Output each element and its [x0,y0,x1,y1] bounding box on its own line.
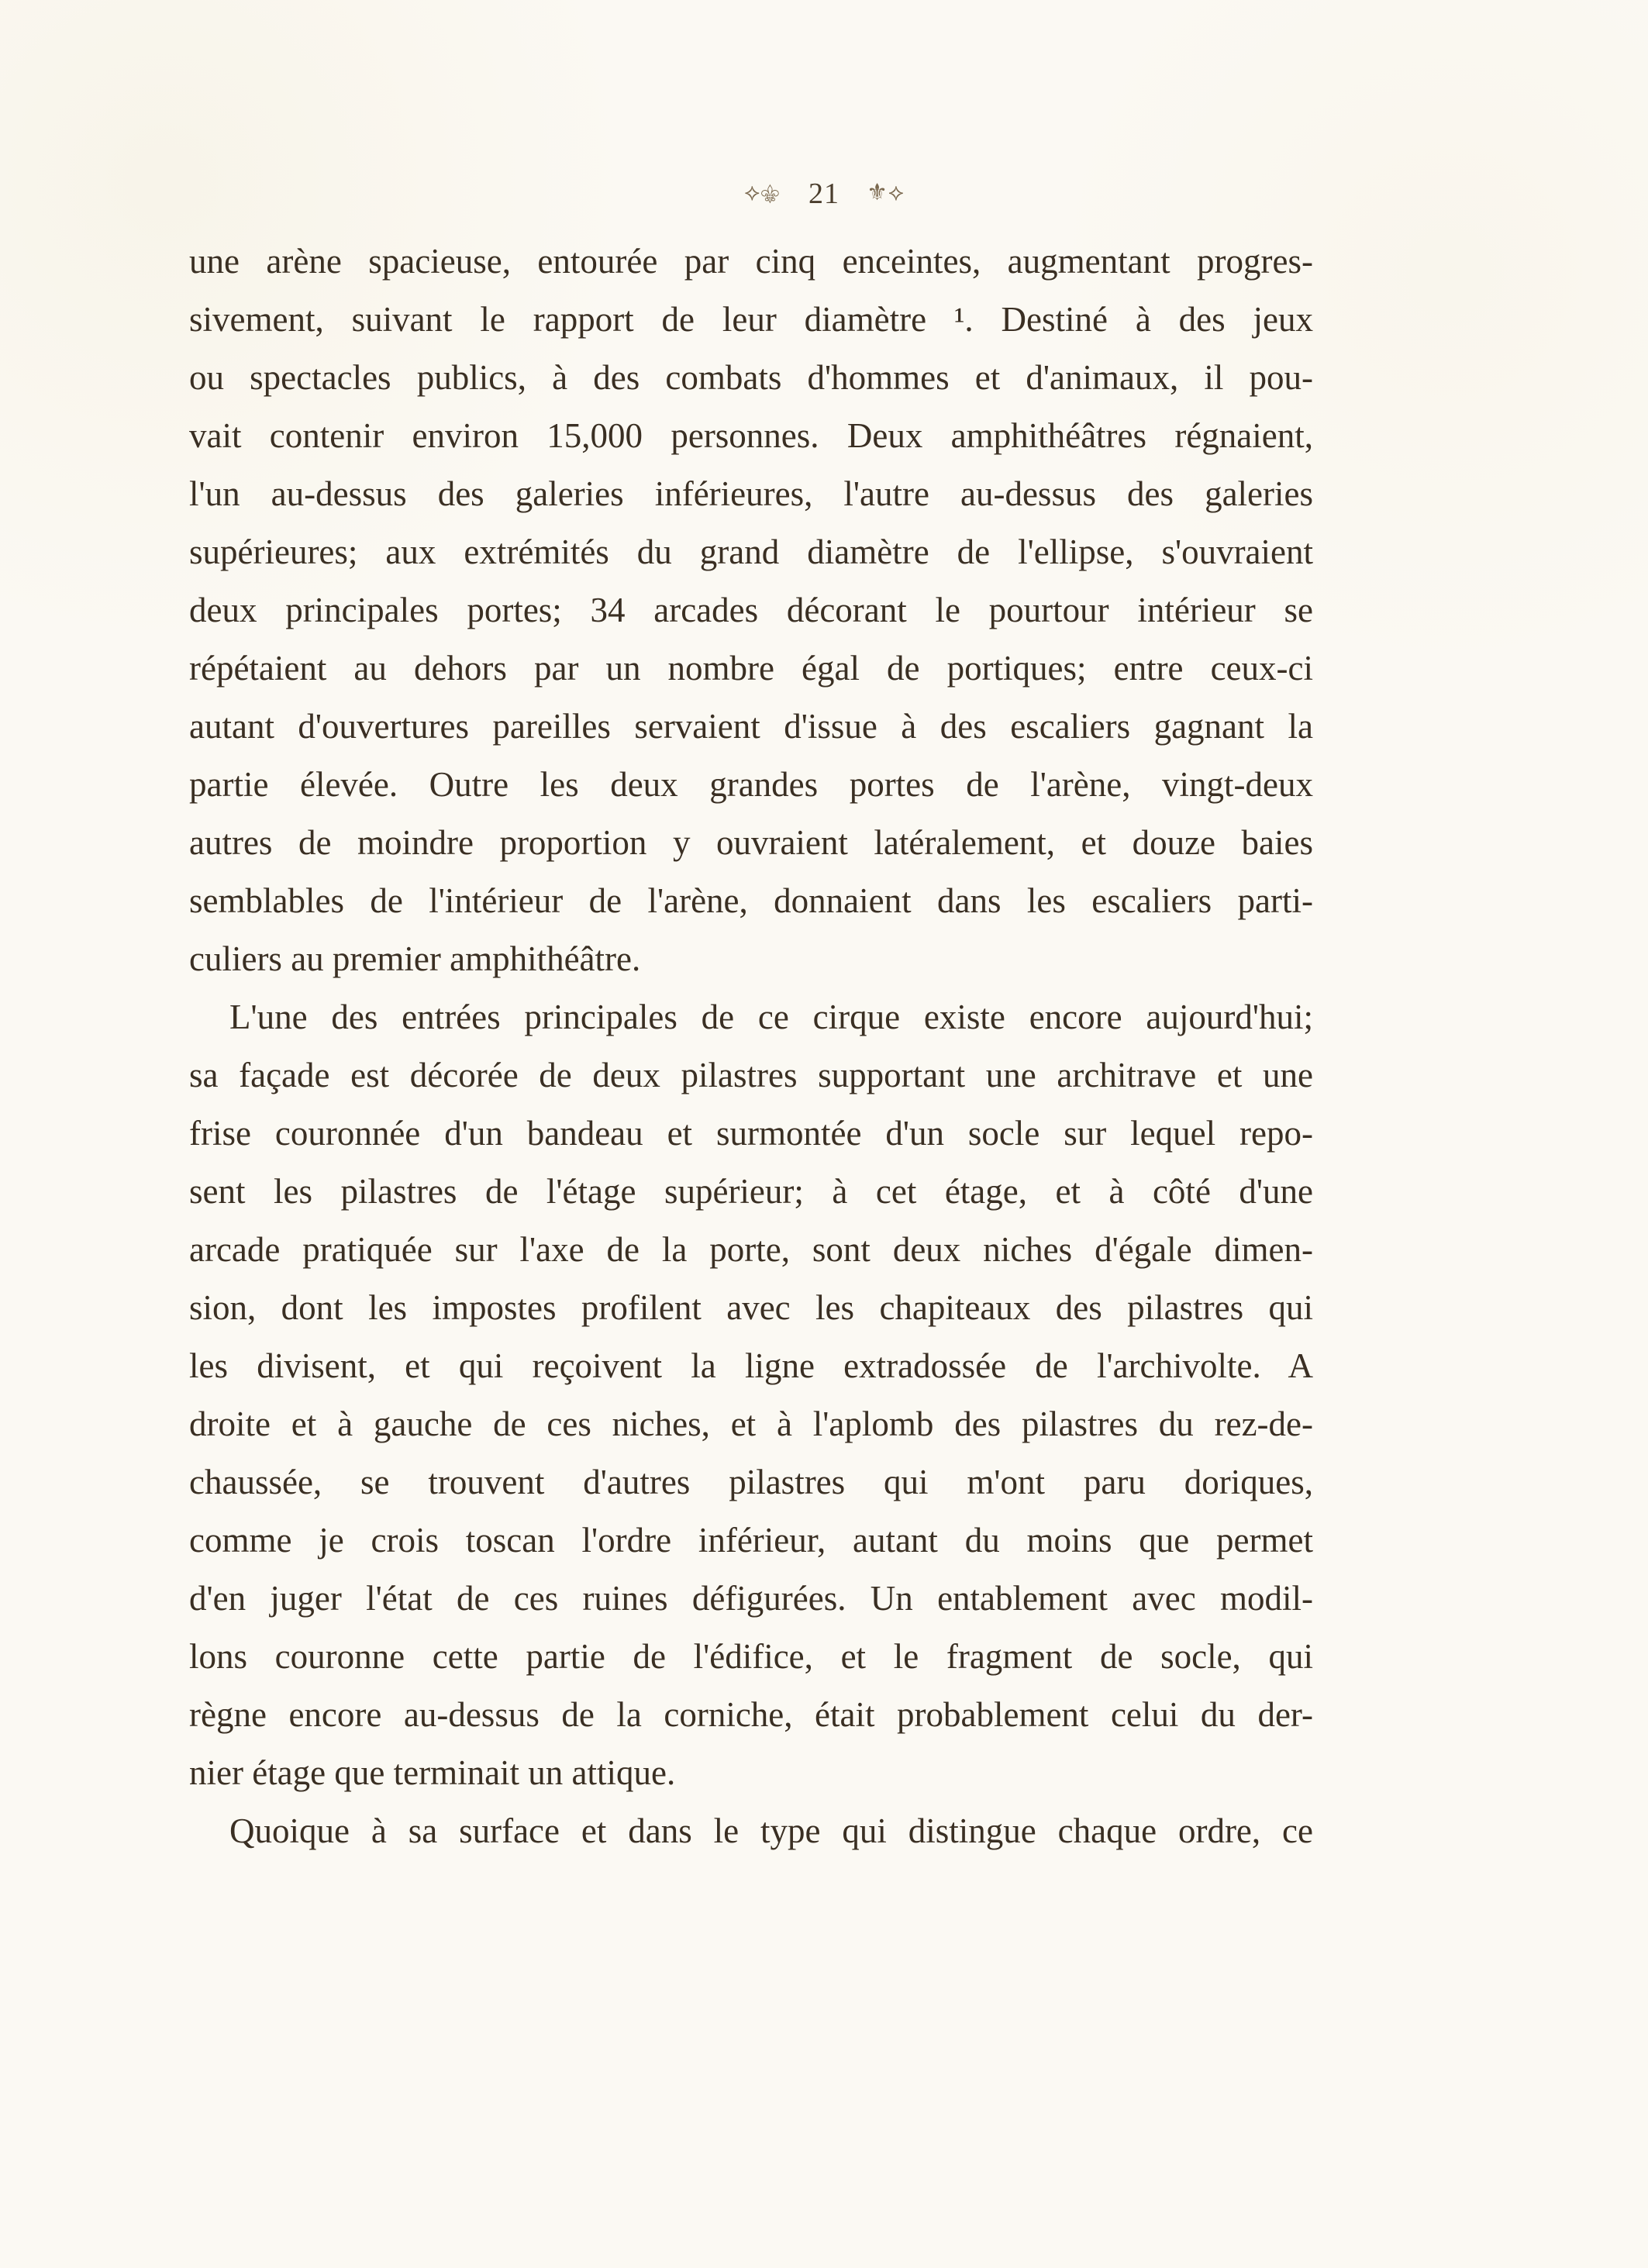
text-line: ou spectacles publics, à des combats d'hommes et d'animaux, il pou- [189,358,1313,397]
text-line: l'un au-dessus des galeries inférieures, l'autre au-dessus des galeries [189,474,1313,513]
text-line: deux principales portes; 34 arcades décorant le pourtour intérieur se [189,591,1313,629]
text-line: autres de moindre proportion y ouvraient latéralement, et douze baies [189,823,1313,862]
text-line: sa façade est décorée de deux pilastres supportant une architrave et une [189,1056,1313,1094]
right-ornament-icon: ⚜⟡ [867,180,905,205]
body-text [189,233,1313,1860]
text-line: répétaient au dehors par un nombre égal de portiques; entre ceux-ci [189,649,1313,688]
text-line: supérieures; aux extrémités du grand diamètre de l'ellipse, s'ouvraient [189,533,1313,571]
text-line: comme je crois toscan l'ordre inférieur, autant du moins que permet [189,1521,1313,1560]
text-line: droite et à gauche de ces niches, et à l'aplomb des pilastres du rez-de- [189,1405,1313,1443]
text-line: d'en juger l'état de ces ruines défigurées. Un entablement avec modil- [189,1579,1313,1618]
text-line: une arène spacieuse, entourée par cinq enceintes, augmentant progres- [189,242,1313,281]
text-line: Quoique à sa surface et dans le type qui distingue chaque ordre, ce [229,1811,1313,1850]
text-line: vait contenir environ 15,000 personnes. Deux amphithéâtres régnaient, [189,416,1313,455]
text-line: arcade pratiquée sur l'axe de la porte, sont deux niches d'égale dimen- [189,1230,1313,1269]
left-ornament-icon: ⟡⚜ [744,180,781,205]
text-line: chaussée, se trouvent d'autres pilastres qui m'ont paru doriques, [189,1463,1313,1501]
text-line: les divisent, et qui reçoivent la ligne extradossée de l'archivolte. A [189,1346,1313,1385]
page-number: 21 [808,178,840,210]
text-line: sent les pilastres de l'étage supérieur; à cet étage, et à côté d'une [189,1172,1313,1211]
text-line: L'une des entrées principales de ce cirque existe encore aujourd'hui; [229,998,1313,1036]
text-line: règne encore au-dessus de la corniche, était probablement celui du der- [189,1695,1313,1734]
text-line: partie élevée. Outre les deux grandes portes de l'arène, vingt-deux [189,765,1313,804]
page-header [0,177,1648,223]
text-line: culiers au premier amphithéâtre. [189,939,641,978]
text-line: sivement, suivant le rapport de leur diamètre ¹. Destiné à des jeux [189,300,1313,339]
text-line: nier étage que terminait un attique. [189,1753,676,1792]
text-line: autant d'ouvertures pareilles servaient d'issue à des escaliers gagnant la [189,707,1313,746]
text-line: sion, dont les impostes profilent avec les chapiteaux des pilastres qui [189,1288,1313,1327]
text-line: frise couronnée d'un bandeau et surmontée d'un socle sur lequel repo- [189,1114,1313,1153]
text-line: lons couronne cette partie de l'édifice, et le fragment de socle, qui [189,1637,1313,1676]
text-line: semblables de l'intérieur de l'arène, donnaient dans les escaliers parti- [189,881,1313,920]
